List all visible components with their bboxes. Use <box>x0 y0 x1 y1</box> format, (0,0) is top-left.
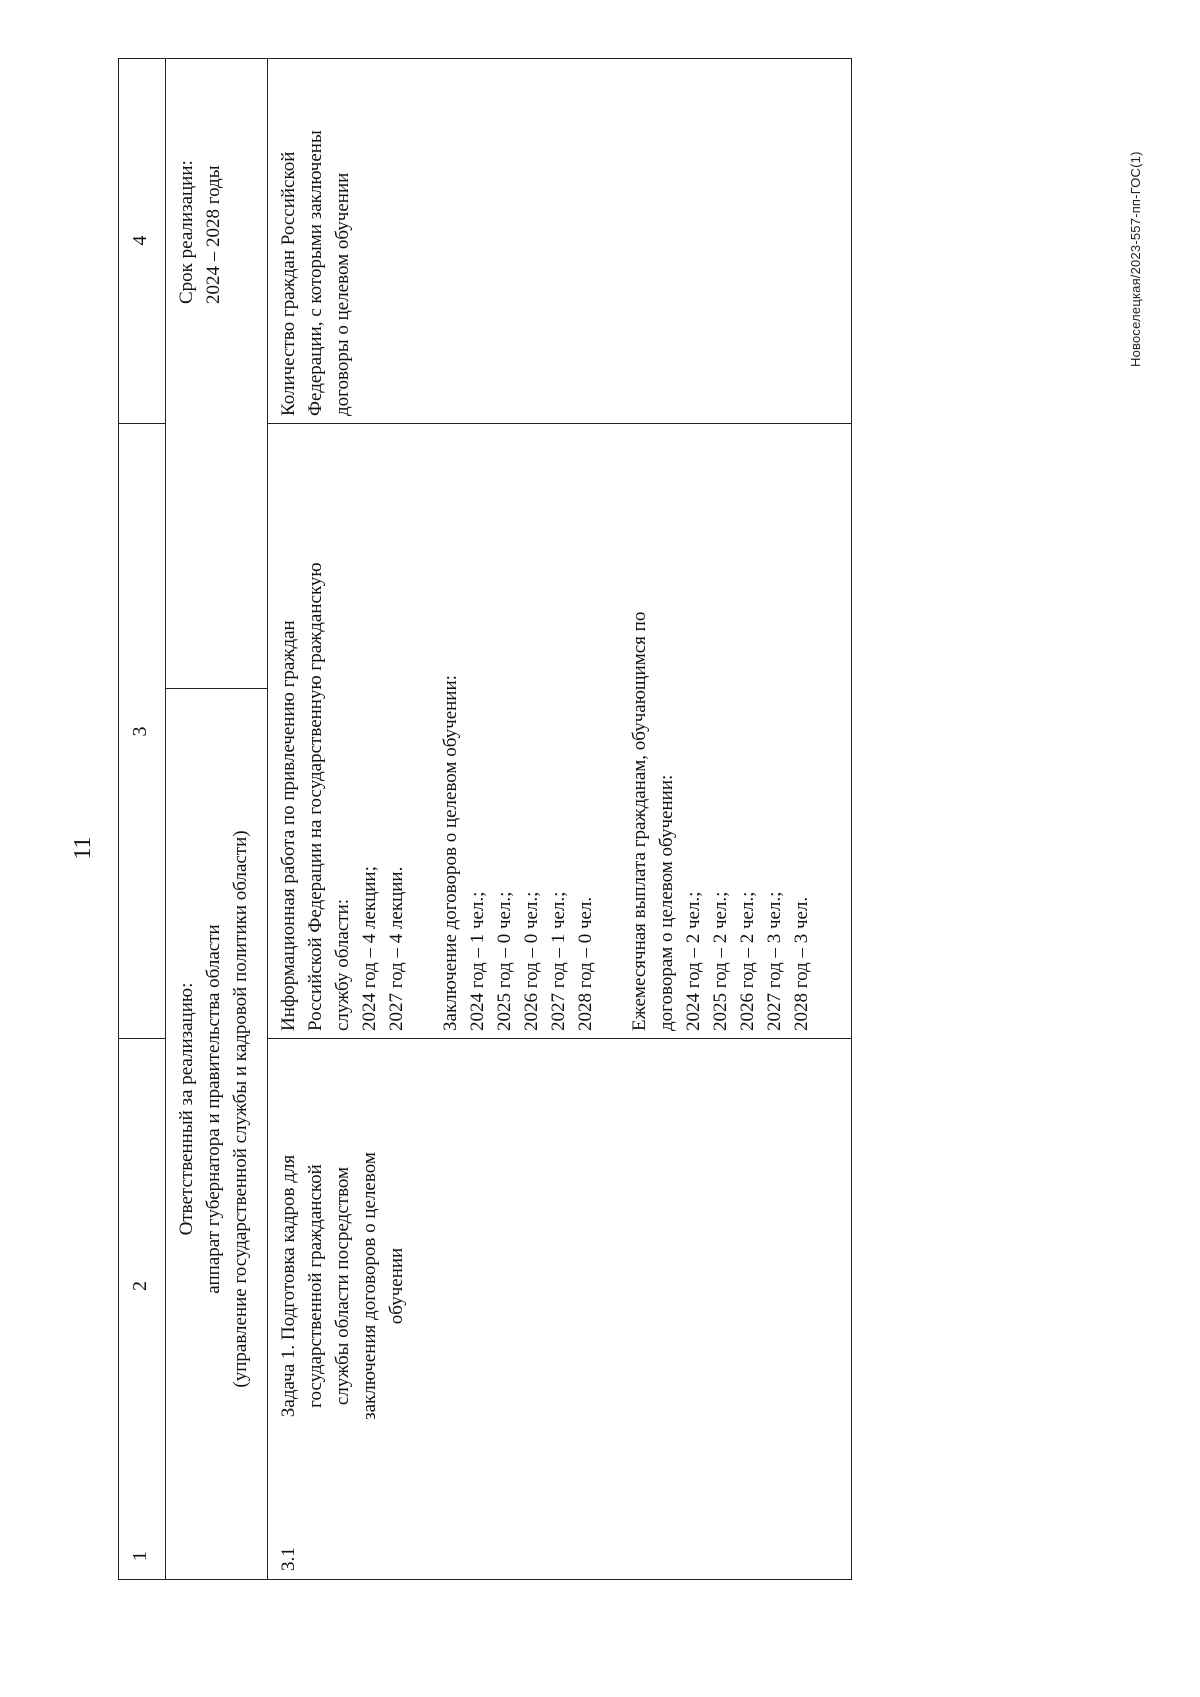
contract-line: 2027 год – 1 чел.; <box>548 891 569 1031</box>
responsible-row-divider <box>267 59 268 1579</box>
task-line: государственной гражданской <box>305 1164 326 1408</box>
header-row-divider <box>165 59 166 1579</box>
task-line: обучении <box>386 1247 407 1325</box>
task-line: службы области посредством <box>332 1166 353 1406</box>
responsible-line-3: (управление государственной службы и кадровой политики области) <box>230 830 251 1388</box>
contract-line: 2025 год – 0 чел.; <box>494 891 515 1031</box>
payment-line: 2024 год – 2 чел.; <box>683 891 704 1031</box>
indicator-cell <box>275 61 356 416</box>
col-header-2: 2 <box>129 1281 151 1291</box>
col2-divider-body <box>267 1038 851 1039</box>
spacer <box>599 431 626 1031</box>
contract-line: 2028 год – 0 чел. <box>575 896 596 1031</box>
spacer <box>410 431 437 1031</box>
task-cell <box>275 1049 410 1523</box>
indicator-line: Количество граждан Российской <box>278 151 299 416</box>
payment-line: Ежемесячная выплата гражданам, обучающимся по <box>629 611 650 1031</box>
row-number: 3.1 <box>278 1547 299 1571</box>
term-line-1: Срок реализации: <box>176 160 197 304</box>
indicator-line: Федерации, с которыми заключены <box>305 130 326 416</box>
col-header-3: 3 <box>129 726 151 737</box>
contract-line: 2026 год – 0 чел.; <box>521 891 542 1031</box>
term-line-2: 2024 – 2028 годы <box>203 165 224 304</box>
payment-line: договорам о целевом обучении: <box>656 774 677 1031</box>
event-line: Российской Федерации на государственную гражданскую <box>305 562 326 1031</box>
program-table <box>118 58 852 1580</box>
col-header-1: 1 <box>129 1551 151 1561</box>
event-line: 2027 год – 4 лекции. <box>386 866 407 1031</box>
events-cell <box>275 431 815 1031</box>
indicator-line: договоры о целевом обучении <box>332 172 353 416</box>
task-line: заключения договоров о целевом <box>359 1152 380 1420</box>
contract-line: Заключение договоров о целевом обучении: <box>440 675 461 1031</box>
responsible-block <box>173 699 254 1519</box>
responsible-line-2: аппарат губернатора и правительства области <box>203 924 224 1294</box>
responsible-term-divider <box>165 688 267 689</box>
payment-line: 2026 год – 2 чел.; <box>737 891 758 1031</box>
term-block <box>173 64 227 304</box>
event-line: 2024 год – 4 лекции; <box>359 866 380 1031</box>
contract-line: 2024 год – 1 чел.; <box>467 891 488 1031</box>
responsible-line-1: Ответственный за реализацию: <box>176 982 197 1236</box>
col3-divider-body <box>267 423 851 424</box>
document-code: Новоселецкая/2023-557-пп-ГОС(1) <box>1128 151 1143 367</box>
payment-line: 2025 год – 2 чел.; <box>710 891 731 1031</box>
event-line: службу области: <box>332 898 353 1031</box>
page-number: 11 <box>70 836 96 860</box>
col-header-4: 4 <box>129 235 151 246</box>
payment-line: 2028 год – 3 чел. <box>791 896 812 1031</box>
event-line: Информационная работа по привлечению граждан <box>278 620 299 1031</box>
task-line: Задача 1. Подготовка кадров для <box>278 1154 299 1418</box>
payment-line: 2027 год – 3 чел.; <box>764 891 785 1031</box>
